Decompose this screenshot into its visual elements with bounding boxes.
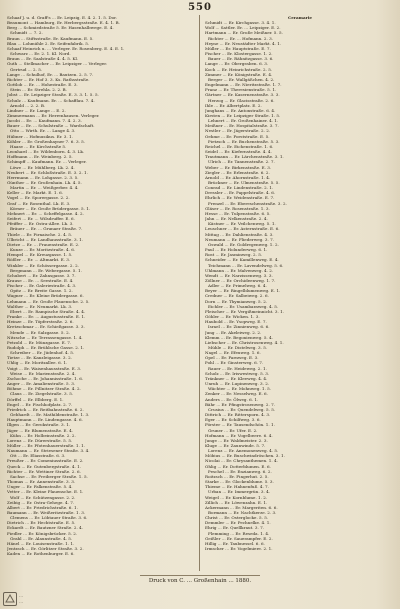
directory-entry: Roitzsch ... Er. Fingerhut. 2. 5.	[205, 473, 269, 479]
directory-entry: Köhler ... Er. Großenhayner 7. 6. 3. 5.	[7, 138, 86, 144]
directory-entry: Preußer ... Er. Comeniusstraße. E. 2.	[7, 458, 84, 464]
directory-entry: Teichmann ... Er. Lavendelweg. 5. 6.	[208, 262, 284, 268]
directory-entry: Lange ... Er. Obergraben. 6. 3.	[205, 61, 269, 67]
printer-imprint: Druck von C. ... Großenhain ... 1880.	[148, 578, 252, 584]
directory-entry: Brückner ... Er. Ulmenstraße. 5. 5.	[208, 180, 280, 185]
directory-entry: Rößler ... Er. ... Altmarkt. E. 3.	[7, 257, 71, 263]
directory-entry: Dittrich ... Er. Rittersporn. 4. 3.	[205, 412, 271, 418]
directory-entry: Mittag ... Er. Dahlienstraße. 4. 3.	[205, 231, 274, 237]
directory-entry: Blau ... Lohmühle 2. Er. Seifenfabrik. 5.	[7, 40, 90, 46]
column-rule	[199, 15, 200, 571]
directory-entry: Flemming ... Er. Reseda. 1. 4.	[208, 530, 270, 536]
directory-entry: Dörffel ... Er. Elbberg. E. 1.	[7, 396, 64, 402]
directory-entry: Hauptmann ... Er. Lindengasse. 4. 6.	[7, 417, 83, 423]
directory-entry: Adler ... Er. Primelweg. 6. 4.	[208, 283, 267, 289]
library-credit-line2: ...	[19, 600, 24, 605]
directory-entry: Credner ... Er. Salbeiweg. 2. 6.	[205, 293, 269, 299]
directory-entry: Dietze ... Er. ... Frauenstraße. E. 2.	[7, 241, 80, 247]
directory-entry: Baumann ... Er. Weißeritzstraße. 1. 3.	[7, 510, 86, 515]
directory-entry: Scholz ... Er. Iriswestweg. 5. 3.	[205, 370, 270, 376]
directory-entry: Meißner ... Er. Hospitalstraße. 3. 7.	[205, 123, 279, 129]
directory-entry: Weigel ... Er. Kornblume. 1. 2.	[205, 494, 268, 500]
directory-entry: Weber ... Er. Birkenstraße. E. 3.	[205, 164, 272, 170]
directory-entry: Bauer ... Er. ... Schulstraße ... Wardschaft.	[7, 123, 95, 129]
directory-entry: Sachse ... Er. Freiberger Straße. 1. 5.	[10, 473, 88, 479]
directory-entry: Ott ... Er. Eliasstraße. 6. 3.	[10, 453, 66, 459]
directory-entry: Hoffmann ... Er. Weinberg. 2. 5.	[7, 154, 73, 160]
directory-entry: Gottlob ... Er. ... Hohestraße. E. 3.	[7, 82, 78, 88]
directory-entry: Schneider ... Er. Kamillenweg. E. 4.	[205, 257, 279, 263]
library-logo-icon	[3, 592, 17, 606]
directory-entry: Thieme ... Er. Hahnenfuß. 4. 7.	[205, 484, 269, 490]
directory-entry: Graf ... Er. Rosenthal. Lk. E. 3.	[7, 200, 71, 206]
left-column	[7, 15, 195, 571]
directory-entry: Bähr ... Er. Pfingstrosenweg. 2. 7.	[205, 401, 275, 407]
directory-entry: Illgen ... Er. Gerokstraße. 3. 1.	[7, 422, 71, 428]
directory-entry: Schwarz ... Er. 2. 1. Kl. Nord.	[10, 51, 71, 57]
directory-entry: Guth ... Stellmacher ... Er. Leipziger ... Verleger.	[7, 61, 108, 67]
directory-entry: Eckardt ... Er. Bautzner Straße. 2. 4.	[7, 525, 83, 531]
directory-entry: Pohl ... Er. Ginsterweg. 6. 7.	[205, 360, 264, 366]
directory-entry: Beaumont ... Hamburg, Er. Herbergsstraße. E. 4. 1. B.	[7, 20, 120, 26]
directory-entry: Irmscher ... Er. Vogelmiere. 2. 1.	[205, 546, 273, 552]
directory-entry: Crusius ... Er. Quendelweg. 5. 5.	[208, 406, 276, 412]
directory-entry: Schimpff ... Kaufmann. Er. ... Verleger.	[7, 159, 87, 165]
directory-entry: Gärtner ... Er. Kasernenstraße. 3. 3.	[205, 92, 280, 98]
directory-entry: Junghans ... Er. Antonstraße. 6. 4.	[205, 107, 276, 113]
directory-entry: Gläser ... Er. Rosenstraße. 1. 3.	[205, 205, 270, 211]
directory-entry: Krause ... Er. ... Seestraße. E. 4.	[7, 277, 74, 283]
directory-entry: Jäger ... Er. Blumenstraße. E. 4.	[7, 427, 73, 433]
directory-entry: Richter ... Er. Wettiner Straße. 2. 6.	[7, 468, 81, 474]
directory-entry: Ohlig ... Er. Dotterblumen. E. 6.	[205, 463, 271, 469]
directory-entry: Fischer ... Er. Galeriestraße. 4. 3.	[7, 283, 77, 289]
directory-entry: Heinze ... Er. Töpferstraße. 2. 6.	[7, 319, 74, 325]
directory-entry: Franz ... Er. Theresienstraße. 5. 1.	[205, 87, 277, 93]
directory-entry: Gruner ... Er. Ufer. E. 2.	[208, 427, 258, 433]
directory-entry: Arnold ... 2. 2. B.	[10, 102, 46, 108]
directory-entry: Arnold ... Er. Ahornstraße. 1. 4.	[205, 174, 271, 180]
directory-entry: Bräuer ... Er. ... Grunaer Straße. 7.	[10, 226, 83, 232]
directory-entry: Paul ... Er. Holunderweg. 6. 1.	[205, 247, 268, 253]
directory-entry: Jobst ... Er. Leipziger Straße. E. 3. 3. 1. 5. 5.	[7, 92, 99, 98]
directory-entry: Haase ... Er. Kirchstraße 5.	[10, 143, 67, 149]
section-heading: Ceramarie	[288, 15, 312, 20]
directory-entry: Demmler ... Er. Pechnelke. 4. 1.	[205, 520, 271, 526]
directory-entry: Opitz ... Er. Breite Gasse. 1. 2.	[10, 288, 73, 294]
directory-entry: Zimmermann ... Er. Herrenhausen. Verleger.	[7, 112, 100, 118]
directory-entry: Israel ... Er. Zinnienweg. 6. 6.	[208, 324, 270, 330]
directory-entry: Walther ... Er. Neumarkt. Lk. 3.	[7, 303, 73, 309]
directory-entry: Ackermann ... Er. Margeriten. 6. 6.	[205, 504, 278, 510]
directory-entry: Ehrig ... Er. Quellkraut. 3. 7.	[205, 525, 265, 531]
directory-entry: Lorenz ... Er. Dürerstraße. 5. 5.	[7, 437, 73, 443]
directory-entry: Liebscher ... Er. Christrosenweg. 4. 1.	[205, 339, 284, 345]
directory-entry: Kretzschmar ... Er. Schießgasse. 3. 3.	[7, 324, 85, 330]
directory-entry: Hartmann ... Er. Große Meißner. 5. 5.	[205, 30, 283, 36]
directory-entry: Franke ... Er. ... Augustusstraße. E. 1.	[7, 314, 86, 320]
directory-entry: Göhler ... Er. Wicken. 1. 3.	[205, 314, 260, 320]
directory-entry: Rauer ... Er. Heideweg. 2. 1.	[208, 365, 267, 371]
directory-entry: Lorenz ... Er. Anemonenweg. 4. 5.	[208, 448, 279, 454]
directory-entry: Seifert ... Er. ... Wilsdruffer. E. 6.	[7, 216, 75, 222]
directory-entry: Opel ... Er. Farnweg. E. 3.	[205, 355, 259, 361]
directory-entry: Vetter ... Er. Kleine Plauensche. E. 1.	[7, 489, 84, 495]
directory-entry: Friedrich ... Er. Reitbahnstraße. 6. 2.	[7, 406, 84, 412]
directory-entry: Urban ... Er. Immergrün. 3. 4.	[208, 489, 271, 495]
directory-entry: Voigt ... Er. Waisenhausstraße. E. 3.	[7, 365, 82, 371]
directory-entry: Gebhardt ... Er. Mathildenstraße. 1. 3.	[10, 412, 90, 418]
directory-entry: Vogel ... Er. Sporergasse. 2. 2.	[7, 195, 70, 201]
directory-entry: Schreiber ... Er. Jüdenhof. 4. 5.	[10, 350, 75, 356]
library-credit-line1: ...	[19, 594, 24, 599]
directory-entry: Fiedler ... Er. Königsbrücker. 5. 2.	[7, 530, 78, 536]
directory-entry: Petzold ... Er. Münzgasse. E. 7.	[7, 339, 72, 345]
directory-entry: Wächter ... Er. Mohnweg. 1. 5.	[208, 386, 272, 392]
directory-entry: Leonhard ... Er. Wildenborn. 4. 3. Lk.	[7, 149, 85, 155]
directory-entry: Junge ... Er. Waldmeister. 2. 3.	[205, 437, 268, 443]
directory-entry: Haubold ... Er. Ysopweg. E. 7.	[205, 319, 267, 325]
directory-entry: Unruh ... Er. Lupinenweg. 3. 2.	[205, 381, 270, 387]
directory-entry: Hillig ... Er. Taubnessel. 6. 6.	[205, 540, 265, 546]
directory-entry: Bauer ... Er. Rähnitzgasse. 3. 6.	[208, 56, 274, 62]
directory-entry: Queck ... Er. Gutenbergstraße. 4. 1.	[7, 463, 82, 469]
directory-entry: Naumann ... Er. Striesener Straße. 3. 4.	[7, 448, 90, 454]
directory-entry: Fischer ... Er. Klostergasse. 1. 2.	[205, 51, 273, 57]
directory-entry: Schulz ... Kaufmann. Er. ... Schafflau. 7. 4.	[7, 97, 95, 103]
directory-entry: Oswald ... Er. Goldregenweg. 1. 2.	[208, 241, 279, 247]
directory-entry: Berg ... Schmiedstraße 5. Er. Hasenhalbwege. E. 4.	[7, 25, 114, 31]
directory-entry: Rost ... Er. Jasminweg. 2. 5.	[205, 252, 263, 258]
right-column	[205, 15, 395, 571]
directory-entry: Ulrich ... Er. Tannenstraße. 2. 7.	[208, 159, 275, 165]
directory-entry: Conrad ... Er. Lindenstraße. 2. 1.	[205, 185, 274, 191]
directory-entry: Kaden ... Er. Rothenburger. E. 6.	[7, 551, 75, 557]
directory-entry: Beyer ... Er. Ringelblumenweg. E. 1.	[205, 288, 281, 294]
directory-entry: Stein ... Er. Strehla. 2. 2. B.	[10, 87, 67, 93]
directory-entry: Hempel ... Er. Kreuzgasse. 1. 5.	[7, 252, 73, 258]
directory-entry: Grahl ... Er. Alaunstraße. 4. 5.	[10, 535, 73, 541]
directory-entry: Zimmer ... Er. Königstraße. E. 4.	[205, 71, 273, 77]
directory-entry: Zschoche ... Er. Johannisstraße. 1. 6.	[7, 375, 84, 381]
directory-entry: Tränkner ... Er. Kleeweg. 4. 4.	[205, 375, 268, 381]
directory-entry: Richter ... Er. Hof 3. 3. Ks. Rathsstraße.	[7, 76, 90, 82]
directory-entry: Müller ... Er. Hauptstraße. E. 7.	[205, 45, 271, 51]
directory-entry: Richter ... Er. ... Hofmann. 2. 3.	[208, 35, 274, 41]
directory-entry: Jung ... Er. Akeleiweg. 2. 2.	[205, 329, 262, 335]
directory-entry: Keller ... Er. Markt. E. 1. 6.	[7, 190, 63, 196]
directory-entry: Nestler ... Er. Jägerstraße. 2. 2.	[205, 128, 271, 134]
directory-entry: Jahn ... Er. Nelkenstraße. 2. 4.	[205, 216, 268, 222]
directory-entry: Möbius ... Er. Buschwindröschen. 3. 1.	[205, 453, 285, 459]
directory-entry: Böhme ... Er. Pillnitzer Straße. 4. 2.	[7, 386, 81, 392]
directory-entry: Uhlig ... Er. Moritzallee. 6. 1.	[7, 360, 68, 366]
directory-entry: Kluge ... Er. Zaunwinde. 5. 7.	[205, 442, 266, 448]
directory-entry: Frenzel ... Er. Ebereschenstraße. 3. 2.	[208, 200, 287, 206]
directory-entry: Wendt ... Er. Narzissenweg. 3. 3.	[205, 272, 273, 278]
directory-entry: Leuschner ... Er. Asternstraße. E. 6.	[205, 226, 280, 232]
directory-entry: Eger ... Er. Schilfweg. 3. 6.	[205, 417, 261, 423]
directory-entry: Jacobi ... Er. ... Kaufmann. 7. 4. 2. 3.	[7, 118, 82, 124]
directory-entry: Schmidt ... Er. Kirchgasse. 3. 4. 1.	[205, 20, 276, 26]
directory-entry: Geißler ... Er. Sauerampfer. E. 2.	[205, 535, 273, 541]
directory-entry: Nitzsche ... Er. Terrassengasse. 1. 4.	[7, 334, 83, 340]
directory-entry: Braun ... Er. Saalstraße 4. 4. 5. Kl.	[7, 56, 79, 62]
directory-entry: Dietrich ... Er. Hechtstraße. E. 5.	[7, 520, 76, 526]
directory-entry: Pietzsch ... Er. Buchenstraße. 5. 3.	[208, 138, 280, 144]
directory-entry: Rudolph ... Er. Brühlsche Gasse. 2. 1.	[7, 345, 85, 350]
directory-entry: Schaaf J. u. d. Graff's ... Er. Leipzig, E. 4. 2. 1. 5. Dor.	[7, 15, 117, 20]
directory-entry: Neumann ... Er. Fliederweg. 3. 7.	[205, 236, 274, 242]
directory-entry: Kästner ... Er. Veilchenweg. 5. 1.	[208, 221, 276, 227]
directory-entry: Anders ... Er. Ölweg. 6. 1.	[205, 396, 259, 402]
directory-entry: Claus ... Er. Ziegelstraße. 3. 5.	[10, 391, 74, 397]
directory-entry: Martin ... Er. ... Weißgerber. 4. 4.	[10, 185, 79, 191]
directory-entry: Müller ... Er. Pfotenhauerstraße. 1. 1.	[7, 442, 85, 448]
directory-entry: Hofmann ... Er. Vogelbeere. 6. 4.	[205, 432, 273, 438]
directory-entry: Dressler ... Er. Pappelstraße. 4. 6.	[205, 190, 276, 196]
directory-entry: Lindner ... Er. Lange ... E. 2.	[7, 107, 66, 113]
directory-entry: Kühn ... Er. Holbeinstraße. 2. 2.	[10, 432, 76, 438]
directory-entry: Förster ... Er. Tausendschön. 1. 1.	[205, 422, 275, 428]
directory-entry: Löwe ... Er. Mühlberg. Lk. 2. 4.	[10, 164, 75, 170]
directory-entry: Schaaf Heinrich u. ... Verleger. Er. Rosenberg. E. 4. E. 1.	[7, 45, 125, 51]
directory-entry: Hänel ... Er. Louisenstraße. 1. 1.	[7, 540, 75, 546]
directory-entry: Mühle ... Er. Distelweg. 3. 5.	[208, 345, 268, 350]
directory-entry: Kunze ... Er. Moritzstraße. 4. 6.	[10, 247, 76, 253]
directory-entry: Winkler ... Er. Schössergasse. 2. 2.	[7, 262, 80, 268]
directory-entry: Nagel ... Er. Efeuweg. 1. 6.	[205, 350, 261, 356]
imprint-rule	[140, 575, 260, 576]
directory-entry: Reichel ... Er. Eichenstraße. 1. 6.	[205, 143, 274, 149]
directory-entry: Berger ... Er. Wallgäßchen. 4. 2.	[208, 76, 275, 82]
directory-entry: Koch ... Er. Heinrichstraße. 2. 5.	[205, 66, 273, 72]
directory-entry: Schubert ... Er. Zahnsgasse. 3. 7.	[7, 272, 76, 278]
directory-entry: Hübner ... Hofmusikus. Er. 3. 1.	[7, 133, 73, 139]
directory-entry: Klemm ... Er. Begonienweg. 5. 4.	[205, 334, 273, 340]
directory-entry: Trautmann ... Er. Lärchenstraße. 3. 1.	[205, 154, 284, 160]
directory-entry: Zenker ... Er. Nesselweg. E. 6.	[205, 391, 268, 397]
page-number: 550	[188, 2, 212, 13]
directory-entry: Nicolai ... Er. Chrysanthemen. 1. 4.	[205, 458, 278, 464]
directory-entry: Gertrud ... 2. 5.	[10, 66, 43, 72]
directory-entry: Lehnert ... Er. Großenhainer. 4. 1.	[208, 118, 279, 124]
directory-entry: Christ ... Er. Osterglocke. 5. 5.	[205, 515, 269, 521]
directory-entry: Zeibig ... Er. Ostra-Gehege. 4. 7.	[7, 499, 75, 505]
directory-entry: Lehmann ... Er. Große Plauensche. 2. 5.	[7, 298, 90, 304]
directory-entry: Anger ... Er. Amalienstraße. 5. 3.	[7, 381, 76, 387]
directory-entry: Dorn ... Er. Thymianweg. 5. 2.	[205, 298, 268, 304]
directory-entry: Zillich ... Er. Löwenzahn. E. 1.	[205, 499, 268, 505]
directory-entry: Fleischer ... Er. Vergißmeinnicht. 3. 1.	[205, 308, 285, 314]
directory-entry: Jentzsch ... Er. Görlitzer Straße. 3. 2.	[7, 546, 84, 552]
directory-entry: Herrmann ... Er. Lohgasse. 2. 3. 5.	[7, 174, 79, 180]
directory-entry: Hesse ... Er. Tulpenstraße. 6. 5.	[205, 210, 271, 216]
directory-entry: Ihle ... Er. Albertplatz. E. 2.	[205, 102, 262, 108]
directory-entry: Peschel ... Er. Enzianweg. 6. 2.	[208, 468, 272, 474]
directory-entry: Heyne ... Er. Neustädter Markt. 4. 1.	[205, 40, 282, 46]
directory-entry: Wolf ... Sattler. Er. ... Leipziger. E. 2.	[205, 25, 281, 31]
directory-entry: Neubert ... Er. Schloßstraße. E. 3. 2. 1.	[7, 169, 88, 175]
directory-entry: Tietze ... Er. Kanzleigasse. 3. 2.	[7, 355, 73, 361]
directory-entry: Thiele ... Er. Pirnaische. 2. 4. 5.	[7, 231, 73, 237]
directory-entry: Mende ... Er. Salzgasse. 5. 2.	[10, 329, 71, 335]
directory-entry: Wagner ... Er. Kleine Brüdergasse. 6.	[7, 293, 84, 299]
directory-entry: Unger ... Er. Falkenstraße. 5. 4.	[7, 484, 73, 490]
directory-entry: Pfeiffer ... Er. Ostra-Allee. Lk. 3.	[7, 221, 74, 227]
directory-entry: Braun ... Stiftsstraße. Er. Kaufmann. E. 5.	[7, 35, 94, 41]
directory-entry: Engel ... Er. Fischhofplatz. 2. 7.	[7, 401, 73, 407]
directory-entry: Herzog ... Er. Glacisstraße. 2. 6.	[208, 97, 275, 103]
directory-entry: Ulbricht ... Er. Landhausstraße. 3. 1.	[7, 236, 84, 242]
directory-entry: Körner ... Er. Große Brüdergasse. 5. 1.	[10, 205, 91, 211]
directory-entry: Seidel ... Er. Kiefernstraße. 4. 4.	[205, 149, 272, 155]
directory-entry: Bormann ... Er. Nachtkerze. 2. 3.	[208, 510, 277, 515]
directory-entry: Schmidt ... 7. 2.	[10, 30, 43, 36]
directory-entry: Bergmann ... Er. Webergasse. 5. 1.	[10, 267, 82, 273]
directory-entry: Otto ... Wirth. Er. ... Lange 4. 3.	[10, 128, 76, 134]
directory-entry: Engelmann ... Er. Nieritzstraße. 1. 7.	[205, 82, 282, 88]
directory-entry: Ziegler ... Er. Erlenstraße. 6. 2.	[205, 169, 270, 175]
directory-entry: Weise ... Er. Marienstraße. 2. 4.	[10, 370, 76, 376]
directory-entry: Lange ... Schulhof, Er. ... Bautzen. 2. 5. 7.	[7, 71, 94, 77]
directory-entry: Wolf ... Er. Schützengasse. 2. 2.	[10, 494, 76, 500]
directory-entry: Kirsten ... Er. Leipziger Straße. 1. 5.	[205, 112, 281, 118]
directory-entry: Albert ... Er. Friedrichstraße. 6. 1.	[7, 504, 78, 510]
directory-entry: Thomas ... Er. Annenstraße. 3. 3.	[7, 479, 76, 485]
directory-entry: Mehnert ... Er. ... Scheffelgasse. 4. 2.	[7, 210, 84, 216]
directory-entry: Clemens ... Er. Löbtauer Straße. 3. 6.	[10, 515, 88, 521]
directory-entry: Zöllner ... Er. Orchideenweg. 1. 7.	[205, 277, 276, 283]
directory-entry: Oehme ... Er. Forststraße. E. 5.	[205, 133, 270, 139]
directory-entry: Uhlmann ... Er. Malvenweg. 4. 2.	[205, 267, 274, 273]
directory-entry: Eichler ... Er. Usambaraweg. 4. 5.	[208, 303, 279, 309]
directory-entry: Günther ... Er. Großenhain. Lk. 4. 5.	[7, 180, 82, 185]
directory-entry: Ebert ... Er. Rampische Straße. 4. 4.	[10, 308, 86, 314]
directory-entry: Starke ... Er. Glockenblume. 5. 3.	[205, 479, 274, 485]
directory-entry: Ehrlich ... Er. Weidenstraße. E. 7.	[205, 195, 275, 201]
